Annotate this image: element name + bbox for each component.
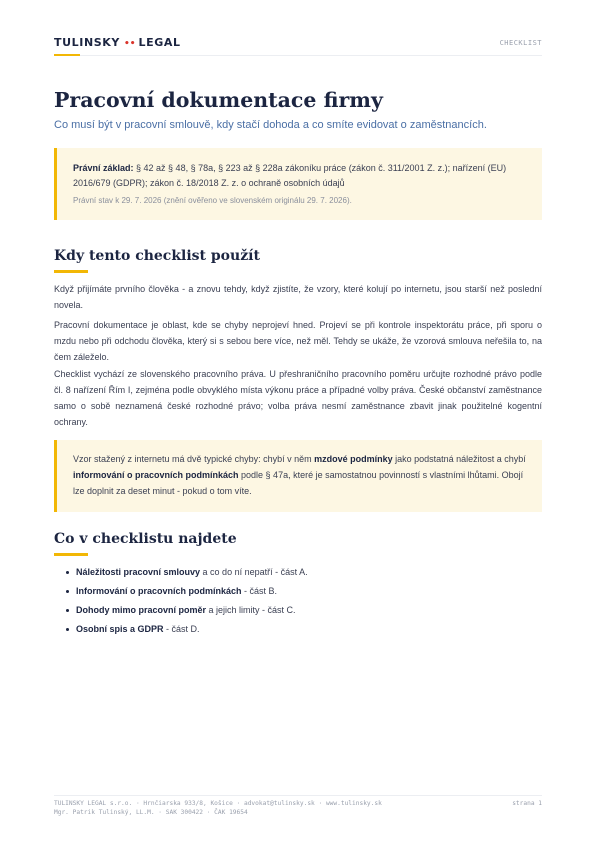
page-number: strana 1 [512,800,542,807]
brand-name-right: LEGAL [138,36,181,49]
document-type-tag: CHECKLIST [499,39,542,47]
header-accent-bar [54,54,80,56]
section-accent-bar [54,270,88,273]
contents-list [66,563,542,639]
list-item [66,620,542,639]
list-item-rest: - část D. [163,624,200,634]
section-accent-bar [54,553,88,556]
paragraph: Checklist vychází ze slovenského pracovního práva. U přeshraničního pracovního poměru určujte rozhodné právo podle čl. 8 nařízení Řím I, zejména podle obvyklého místa výkonu práce a případné volby práva. České občanství zaměstnance samo o sobě neznamená české rozhodné právo; volba práva nesmí zaměstnance zbavit jinak použitelné kogentní ochrany. [54,369,542,427]
tip-callout [54,440,542,512]
list-item-title: Náležitosti pracovní smlouvy [76,567,201,577]
page-header [54,36,542,56]
page-subtitle: Co musí být v pracovní smlouvě, kdy stačí dohoda a co smíte evidovat o zaměstnancích. [54,119,487,131]
list-item-rest: a jejich limity - část C. [206,605,296,615]
paragraph: Pracovní dokumentace je oblast, kde se chyby neprojeví hned. Projeví se při kontrole inspektorátu práce, při sporu o mzdu nebo při odchodu člověka, který si s sebou bere více, než měl. Tehdy se ukáže, že vzorová smlouva neřešila to, na čem záleželo. [54,320,542,362]
list-item-title: Dohody mimo pracovní poměr [76,605,207,615]
legal-basis-callout [54,148,542,220]
brand-logo [54,36,181,49]
footer-divider [54,795,542,796]
section-title-when-to-use: Kdy tento checklist použít [54,248,260,264]
tip-text-part: podle § 47a, které je samostatnou povinností s vlastními lhůtami. Obojí lze doplnit za deset minut - pokud o tom víte. [73,470,524,496]
legal-basis-references: § 42 až § 48, § 78a, § 223 až § 228a zákoníku práce (zákon č. 311/2001 Z. z.); nařízení (EU) 2016/679 (GDPR); zákon č. 18/2018 Z. z. o ochraně osobních údajů [73,163,507,188]
footer-company-line: TULINSKY LEGAL s.r.o. · Hrnčiarska 933/8, Košice · advokat@tulinsky.sk · www.tulinsky.sk [54,800,382,807]
footer-attorney-line: Mgr. Patrik Tulinský, LL.M. · SAK 300422 · ČAK 19654 [54,809,248,816]
brand-name-left: TULINSKY [54,36,120,49]
tip-highlight-information: informování o pracovních podmínkách [73,470,239,480]
list-item-rest: - část B. [241,586,278,596]
list-item [66,582,542,601]
list-item-title: Osobní spis a GDPR [76,624,164,634]
brand-dots: •• [123,39,136,49]
tip-highlight-wage-terms: mzdové podmínky [314,454,393,464]
legal-status-note: Právní stav k 29. 7. 2026 (znění ověřeno ve slovenském originálu 29. 7. 2026). [73,196,352,205]
list-item-rest: a co do ní nepatří - část A. [200,567,308,577]
list-item-title: Informování o pracovních podmínkách [76,586,242,596]
header-divider [54,55,542,56]
tip-text-part: jako podstatná náležitost a chybí [392,454,526,464]
paragraph: Když přijímáte prvního člověka - a znovu tehdy, když zjistíte, že vzory, které kolují po internetu, jsou starší než poslední novela. [54,284,542,310]
tip-text-part: Vzor stažený z internetu má dvě typické chyby: chybí v něm [73,454,315,464]
page-footer [54,799,542,817]
page-title: Pracovní dokumentace firmy [54,88,383,112]
section-title-contents: Co v checklistu najdete [54,531,237,547]
list-item [66,601,542,620]
legal-basis-label: Právní základ: [73,163,134,173]
tip-text [73,451,526,499]
legal-basis-text [73,161,526,191]
list-item [66,563,542,582]
